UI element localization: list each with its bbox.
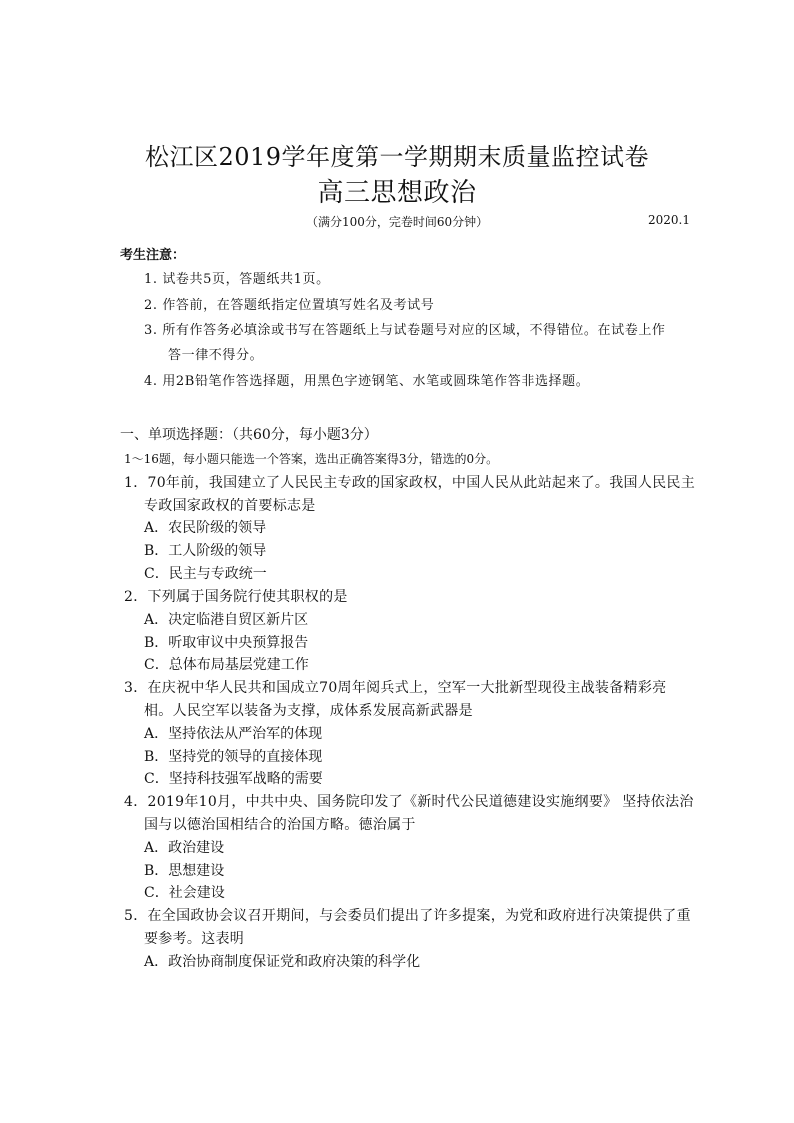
notice-item: 答一律不得分。 — [168, 348, 264, 363]
notice-item: 3. 所有作答务必填涂或书写在答题纸上与试卷题号对应的区域，不得错位。在试卷上作 — [144, 323, 666, 338]
question-stem: 2．下列属于国务院行使其职权的是 — [124, 589, 348, 605]
exam-date: 2020.1 — [648, 213, 690, 227]
notice-item: 1. 试卷共5页，答题纸共1页。 — [144, 272, 330, 287]
question-option: B．思想建设 — [144, 863, 225, 879]
question-option: C．民主与专政统一 — [144, 566, 267, 582]
question-option: C．总体布局基层党建工作 — [144, 657, 309, 673]
section-heading: 一、单项选择题：（共60分，每小题3分） — [120, 427, 378, 443]
exam-subject: 高三思想政治 — [317, 178, 477, 208]
section-instruction: 1～16题，每小题只能选一个答案，选出正确答案得3分，错选的0分。 — [124, 452, 499, 466]
question-stem: 相。人民空军以装备为支撑，成体系发展高新武器是 — [144, 703, 473, 719]
question-option: A．决定临港自贸区新片区 — [144, 612, 309, 628]
notice-item: 2. 作答前，在答题纸指定位置填写姓名及考试号 — [144, 298, 435, 313]
notice-heading: 考生注意： — [120, 248, 186, 263]
question-option: A．坚持依法从严治军的体现 — [144, 726, 323, 742]
question-option: C．社会建设 — [144, 885, 225, 901]
question-stem: 3．在庆祝中华人民共和国成立70周年阅兵式上，空军一大批新型现役主战装备精彩亮 — [124, 680, 667, 696]
question-option: B．工人阶级的领导 — [144, 543, 267, 559]
question-option: B．坚持党的领导的直接体现 — [144, 749, 323, 765]
exam-title: 松江区2019学年度第一学期期末质量监控试卷 — [144, 143, 650, 171]
question-stem: 1．70年前，我国建立了人民民主专政的国家政权，中国人民从此站起来了。我国人民民主 — [124, 475, 696, 491]
question-stem: 国与以德治国相结合的治国方略。德治属于 — [144, 817, 416, 833]
question-option: C．坚持科技强军战略的需要 — [144, 771, 323, 787]
question-stem: 4．2019年10月，中共中央、国务院印发了《新时代公民道德建设实施纲要》 坚持依法治 — [124, 794, 694, 810]
question-option: A．政治协商制度保证党和政府决策的科学化 — [144, 954, 421, 970]
question-stem: 要参考。这表明 — [144, 931, 245, 947]
notice-item: 4. 用2B铅笔作答选择题，用黑色字迹钢笔、水笔或圆珠笔作答非选择题。 — [144, 374, 590, 389]
question-option: B．听取审议中央预算报告 — [144, 635, 309, 651]
question-stem: 专政国家政权的首要标志是 — [144, 498, 316, 514]
question-stem: 5．在全国政协会议召开期间，与会委员们提出了许多提案，为党和政府进行决策提供了重 — [124, 908, 691, 924]
question-option: A．政治建设 — [144, 840, 225, 856]
exam-meta: （满分100分，完卷时间60分钟） — [306, 215, 489, 229]
question-option: A．农民阶级的领导 — [144, 520, 267, 536]
